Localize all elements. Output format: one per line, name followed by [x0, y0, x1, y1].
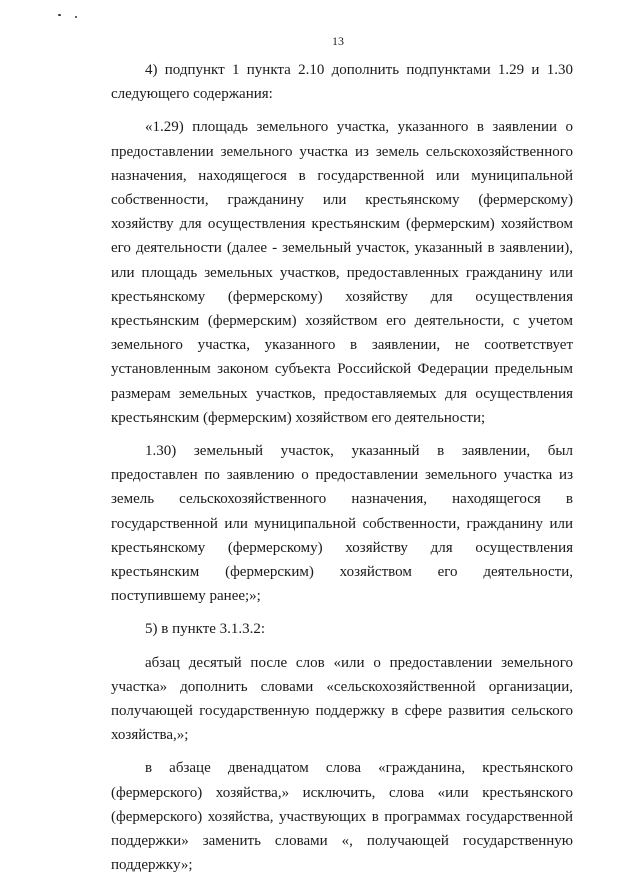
paragraph-amendment-10: абзац десятый после слов «или о предоставлении земельного участка» дополнить словами «сельскохозяйственной организации, получающей государственную поддержку в сфере развития сельского хозяйства,»;	[111, 654, 573, 744]
scan-speck	[75, 16, 77, 18]
paragraph-amendment-12: в абзаце двенадцатом слова «гражданина, крестьянского (фермерского) хозяйства,» исключить, слова «или крестьянского (фермерского) хозяйства, участвующих в программах государственной поддержки» заменить словами «, получающей государственную поддержку»;	[111, 760, 573, 874]
page-number: 13	[332, 34, 344, 48]
paragraph-subitem-1-30: 1.30) земельный участок, указанный в заявлении, был предоставлен по заявлению о предоставлении земельного участка из земель сельскохозяйственного назначения, находящегося в государственной или муниципальной собственности, гражданину или крестьянскому (фермерскому) хозяйству для осуществления крестьянским (фермерским) хозяйством его деятельности, поступившему ранее;»;	[111, 443, 573, 605]
scan-speck	[58, 14, 61, 16]
paragraph-subitem-1-29: «1.29) площадь земельного участка, указанного в заявлении о предоставлении земельного участка из земель сельскохозяйственного назначения, находящегося в государственной или муниципальной собственности, гражданину или крестьянскому (фермерскому) хозяйству для осуществления крестьянским (фермерским) хозяйством его деятельности (далее - земельный участок, указанный в заявлении), или площадь земельных участков, предоставленных гражданину или крестьянскому (фермерскому) хозяйству для осуществления крестьянским (фермерским) хозяйством его деятельности, с учетом земельного участка, указанного в заявлении, не соответствует установленным законом субъекта Российской Федерации предельным размерам земельных участков, предоставляемых для осуществления крестьянским (фермерским) хозяйством его деятельности;	[111, 119, 573, 426]
document-body	[111, 58, 573, 878]
paragraph-item-4: 4) подпункт 1 пункта 2.10 дополнить подпунктами 1.29 и 1.30 следующего содержания:	[111, 62, 573, 103]
paragraph-item-5: 5) в пункте 3.1.3.2:	[145, 621, 266, 638]
